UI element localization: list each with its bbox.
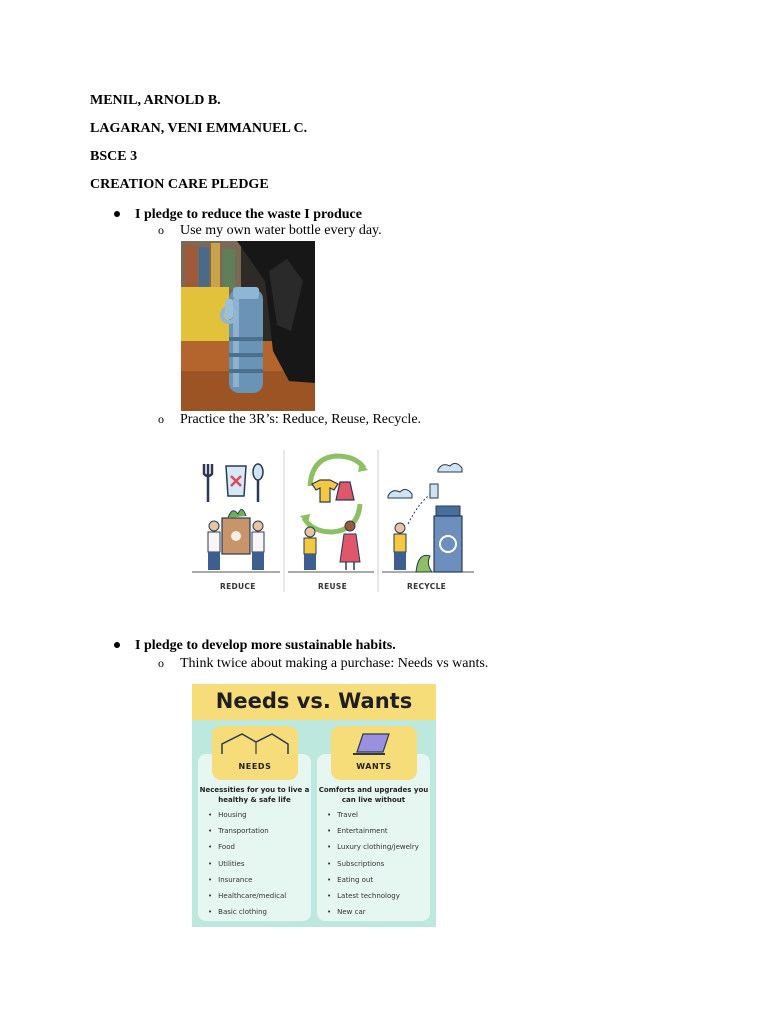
- author-name-2: LAGARAN, VENI EMMANUEL C.: [90, 121, 308, 136]
- needs-vs-wants-infographic: [192, 684, 436, 927]
- needs-card: [212, 726, 298, 780]
- infographic-title: Needs vs. Wants: [215, 689, 413, 713]
- author-name-1: MENIL, ARNOLD B.: [90, 93, 221, 108]
- recycle-scene: [388, 463, 462, 572]
- sub-bullet-icon: o: [158, 656, 164, 670]
- list-item: • Eating out: [327, 875, 419, 891]
- document-title: CREATION CARE PLEDGE: [90, 177, 269, 192]
- house-icon: [212, 726, 298, 762]
- pledge-2-item-1-text: Think twice about making a purchase: Needs vs wants.: [180, 656, 489, 671]
- pledge-2: [114, 638, 396, 654]
- sub-bullet-icon: o: [158, 223, 164, 237]
- course-label: BSCE 3: [90, 149, 138, 164]
- list-item: • Entertainment: [327, 826, 419, 842]
- pledge-2-item-1: [158, 656, 488, 672]
- pledge-1-item-1: [158, 223, 382, 239]
- reuse-caption: REUSE: [318, 582, 348, 591]
- list-item: • Housing: [208, 810, 286, 826]
- sub-bullet-icon: o: [158, 412, 164, 426]
- list-item: • Utilities: [208, 859, 286, 875]
- pledge-1-item-2-text: Practice the 3R’s: Reduce, Reuse, Recycle.: [180, 412, 422, 427]
- pledge-1-item-1-text: Use my own water bottle every day.: [180, 223, 382, 238]
- needs-desc-line-1: Necessities for you to live a: [199, 786, 310, 794]
- needs-list: [208, 810, 286, 923]
- list-item: • New car: [327, 907, 419, 923]
- list-item: • Transportation: [208, 826, 286, 842]
- reuse-scene: [300, 456, 368, 570]
- wants-desc-line-2: can live without: [341, 796, 406, 804]
- wants-label: WANTS: [356, 762, 392, 771]
- recycle-caption: RECYCLE: [407, 582, 447, 591]
- list-item: • Latest technology: [327, 891, 419, 907]
- needs-label: NEEDS: [238, 762, 272, 771]
- needs-description: [198, 785, 311, 805]
- bullet-icon: [114, 211, 120, 217]
- laptop-icon: [331, 726, 417, 762]
- water-bottle-photo: [181, 241, 315, 411]
- list-item: • Subscriptions: [327, 859, 419, 875]
- pledge-1-text: I pledge to reduce the waste I produce: [135, 207, 362, 222]
- pledge-1: [114, 207, 362, 223]
- wants-card: [331, 726, 417, 780]
- list-item: • Travel: [327, 810, 419, 826]
- bullet-icon: [114, 642, 120, 648]
- reduce-scene: [204, 464, 264, 570]
- reduce-caption: REDUCE: [220, 582, 256, 591]
- list-item: • Healthcare/medical: [208, 891, 286, 907]
- wants-desc-line-1: Comforts and upgrades you: [318, 786, 429, 794]
- list-item: • Food: [208, 842, 286, 858]
- list-item: • Luxury clothing/jewelry: [327, 842, 419, 858]
- pledge-2-text: I pledge to develop more sustainable habits.: [135, 638, 396, 653]
- pledge-1-item-2: [158, 412, 421, 428]
- list-item: • Insurance: [208, 875, 286, 891]
- wants-list: [327, 810, 419, 923]
- three-rs-illustration: [186, 440, 478, 600]
- needs-desc-line-2: healthy & safe life: [218, 796, 291, 804]
- wants-description: [317, 785, 430, 805]
- list-item: • Basic clothing: [208, 907, 286, 923]
